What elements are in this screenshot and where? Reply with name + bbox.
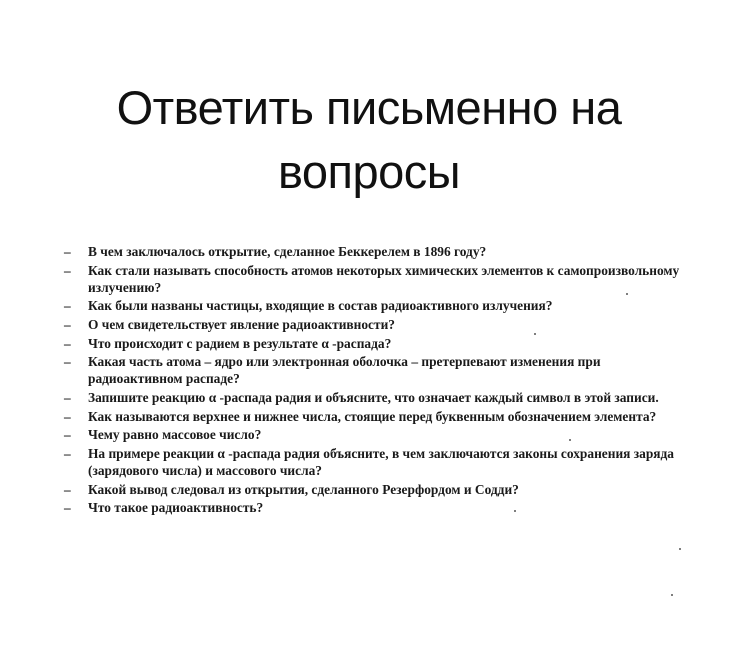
question-item	[64, 499, 684, 516]
question-text: Запишите реакцию α -распада радия и объясните, что означает каждый символ в этой записи.	[88, 389, 659, 405]
question-item	[64, 353, 684, 387]
list-bullet: –	[64, 445, 71, 461]
question-item	[64, 297, 684, 314]
question-text: О чем свидетельствует явление радиоактивности?	[88, 316, 395, 332]
question-list	[64, 243, 684, 518]
list-bullet: –	[64, 298, 71, 314]
list-bullet: –	[64, 408, 71, 424]
list-bullet: –	[64, 481, 71, 497]
question-text: В чем заключалось открытие, сделанное Беккерелем в 1896 году?	[88, 244, 487, 259]
list-bullet: –	[64, 244, 71, 259]
question-item	[64, 408, 684, 425]
scan-speck	[534, 333, 536, 335]
question-item	[64, 389, 684, 406]
question-text: Что такое радиоактивность?	[88, 500, 264, 516]
question-item	[64, 445, 684, 479]
question-item	[64, 316, 684, 333]
question-item	[64, 262, 684, 296]
question-text: Какой вывод следовал из открытия, сделанного Резерфордом и Содди?	[88, 481, 519, 497]
list-bullet: –	[64, 500, 71, 516]
question-text: На примере реакции α -распада радия объясните, в чем заключаются законы сохранения заряда (зарядового числа) и массового числа?	[88, 445, 674, 478]
question-text: Как называются верхнее и нижнее числа, стоящие перед буквенным обозначением элемента?	[88, 408, 657, 424]
question-text: Какая часть атома – ядро или электронная оболочка – претерпевают изменения при радиоактивном распаде?	[88, 354, 601, 387]
scan-speck	[679, 548, 681, 550]
list-bullet: –	[64, 427, 71, 443]
scan-speck	[626, 293, 628, 295]
question-item	[64, 481, 684, 498]
list-bullet: –	[64, 262, 71, 278]
list-bullet: –	[64, 354, 71, 370]
list-bullet: –	[64, 335, 71, 351]
question-text: Что происходит с радием в результате α -распада?	[88, 335, 392, 351]
scan-speck	[514, 510, 516, 512]
question-item	[64, 243, 684, 260]
question-item	[64, 335, 684, 352]
list-bullet: –	[64, 389, 71, 405]
question-text: Чему равно массовое число?	[88, 427, 262, 443]
scan-speck	[671, 594, 673, 596]
question-text: Как стали называть способность атомов некоторых химических элементов к самопроизвольному излучению?	[88, 262, 680, 295]
page-title: Ответить письменно на вопросы	[116, 81, 622, 198]
question-item	[64, 426, 684, 443]
list-bullet: –	[64, 316, 71, 332]
question-text: Как были названы частицы, входящие в состав радиоактивного излучения?	[88, 298, 553, 314]
scan-speck	[569, 439, 571, 441]
